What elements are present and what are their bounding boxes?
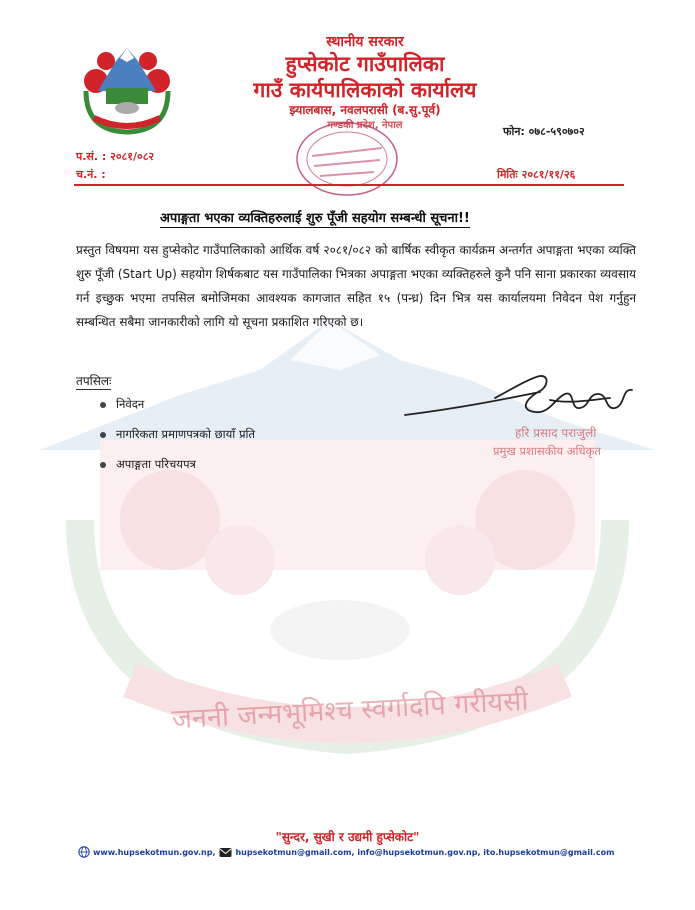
reference-ps: प.सं. : २०८१/०८२ <box>76 150 155 163</box>
header-municipality-name: हुप्सेकोट गाउँपालिका <box>285 52 445 76</box>
tapsil-label: तपसिलः <box>76 374 112 388</box>
email-icon <box>219 847 232 858</box>
nepal-emblem-logo <box>76 36 178 136</box>
notice-body: प्रस्तुत विषयमा यस हुप्सेकोट गाउँपालिकाको आर्थिक वर्ष २०८१/०८२ को बार्षिक स्वीकृत कार्यक्रम अन्तर्गत अपाङ्गता भएका व्यक्ति शुरु पूँजी (Start Up) सहयोग शिर्षकबाट यस गाउँपालिका भित्रका अपाङ्गता भएका व्यक्तिहरुले कुनै पनि साना प्रकारका व्यवसाय गर्न इच्छुक भएमा तपसिल बमोजिमका आवश्यक कागजात सहित १५ (पन्ध्र) दिन भित्र यस कार्यालयमा निवेदन पेश गर्नुहुन सम्बन्धित सबैमा जानकारीको लागि यो सूचना प्रकाशित गरिएको छ। <box>76 243 636 329</box>
phone-number: फोन: ०७८-५९०७०२ <box>503 125 585 138</box>
notice-subject: अपाङ्गता भएका व्यक्तिहरुलाई शुरु पूँजी सहयोग सम्बन्धी सूचना!! <box>160 208 470 228</box>
document-date: मितिः २०८१/११/२६ <box>497 168 576 181</box>
header-address: झ्यालबास, नवलपरासी (ब.सु.पूर्व) <box>289 103 441 117</box>
footer-website[interactable]: www.hupsekotmun.gov.np, <box>93 847 216 857</box>
header-office-name: गाउँ कार्यपालिकाको कार्यालय <box>253 78 477 102</box>
list-item: अपाङ्गता परिचयपत्र <box>100 457 196 472</box>
header-province: गण्डकी प्रदेश, नेपाल <box>327 120 403 131</box>
list-item: नागरिकता प्रमाणपत्रको छायाँ प्रति <box>100 427 255 442</box>
municipality-slogan: "सुन्दर, सुखी र उद्यमी हुप्सेकोट" <box>275 830 420 844</box>
signatory-name: हरि प्रसाद पराजुली <box>515 426 597 440</box>
list-item: निवेदन <box>100 397 144 412</box>
watermark-motto: जननी जन्मभूमिश्च स्वर्गादपि गरीयसी <box>171 685 530 736</box>
globe-icon <box>78 846 90 858</box>
bullet-icon <box>100 432 106 438</box>
signatory-title: प्रमुख प्रशासकीय अधिकृत <box>493 444 601 458</box>
header-line-1: स्थानीय सरकार <box>326 34 404 50</box>
footer-emails[interactable]: hupsekotmun@gmail.com, info@hupsekotmun.gov.np, ito.hupsekotmun@gmail.com <box>235 847 615 857</box>
header-divider <box>74 184 624 186</box>
bullet-icon <box>100 402 106 408</box>
handwritten-signature <box>400 370 650 430</box>
office-stamp <box>292 118 402 200</box>
bullet-icon <box>100 462 106 468</box>
reference-cn: च.नं. : <box>76 168 106 181</box>
footer-contacts <box>78 846 614 858</box>
